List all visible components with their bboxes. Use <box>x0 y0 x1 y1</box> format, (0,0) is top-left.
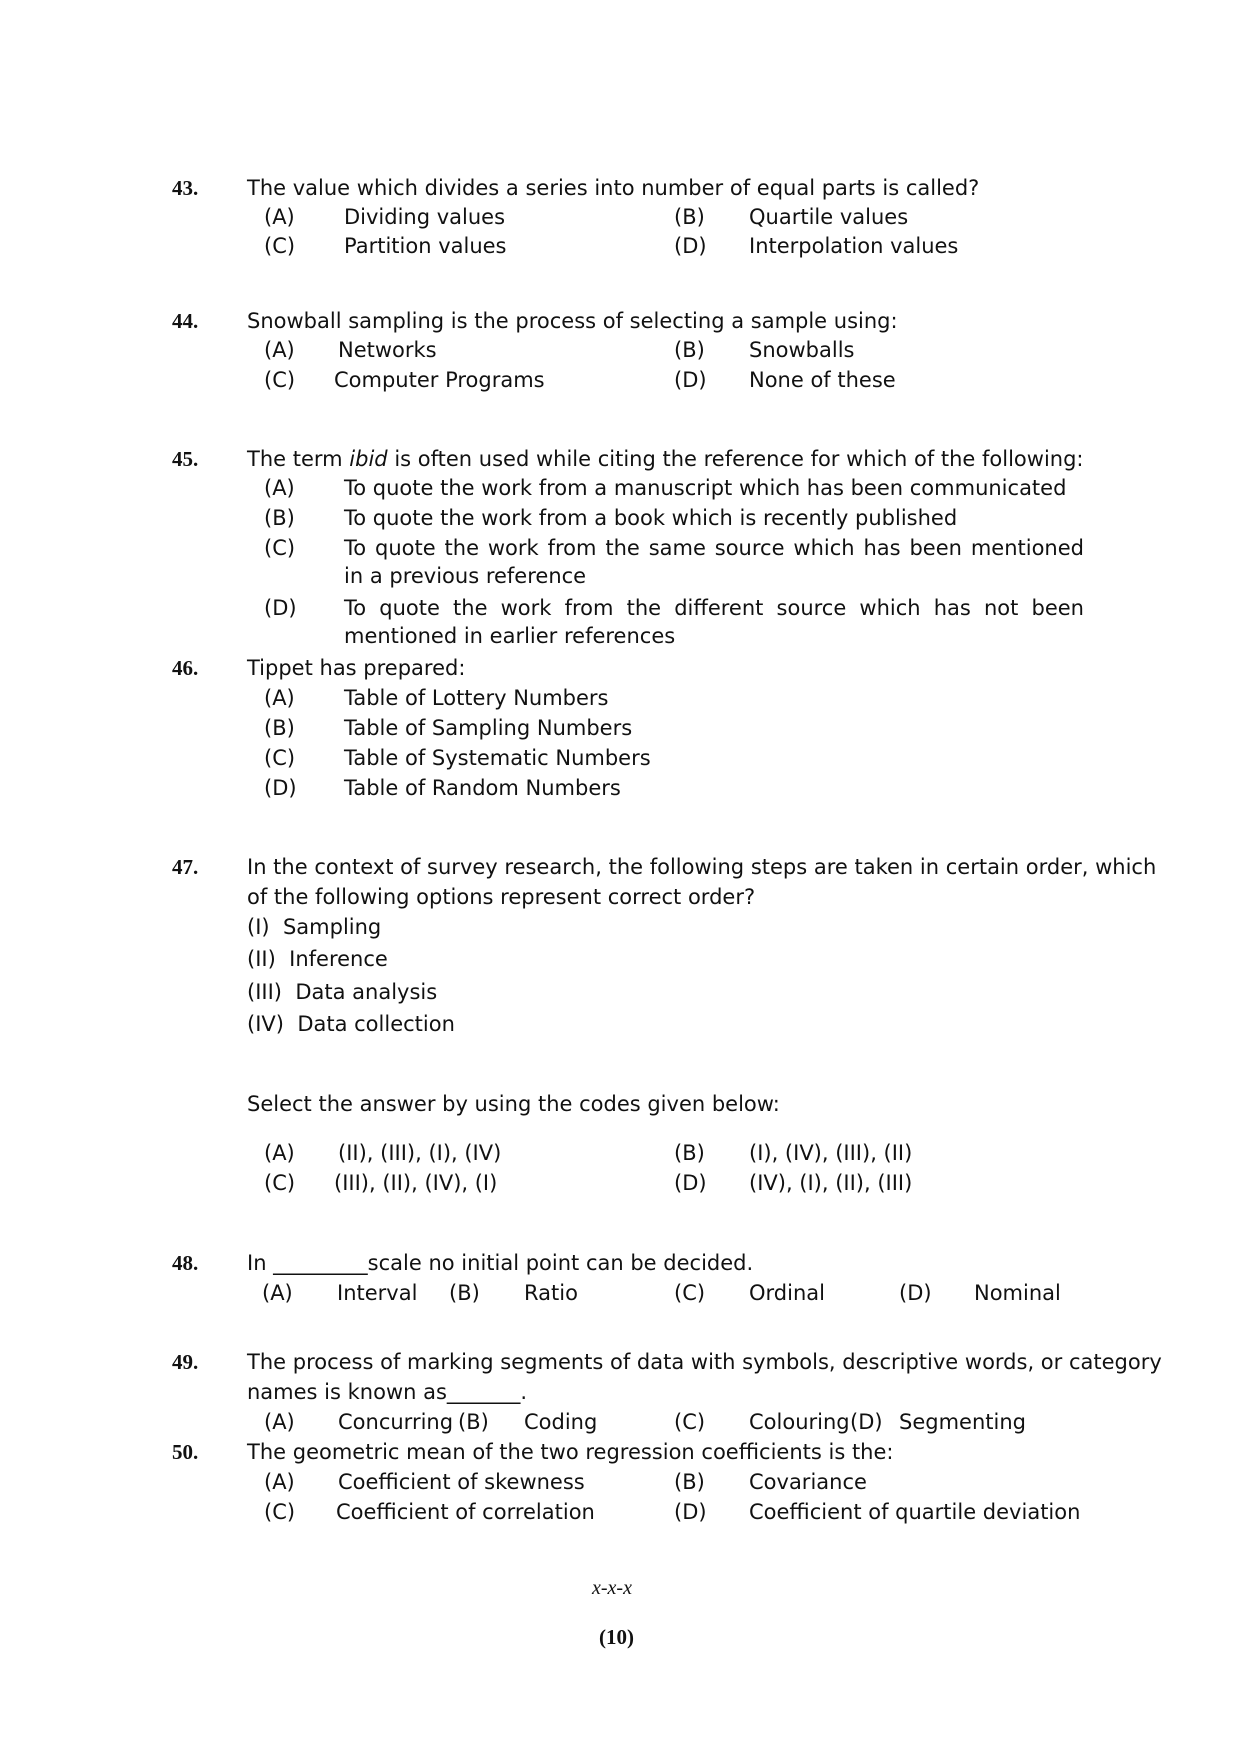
option-text: Snowballs <box>749 338 855 362</box>
step-item: (II) Inference <box>247 947 388 971</box>
option-text: Dividing values <box>344 205 506 229</box>
option-label: (A) <box>264 1470 295 1494</box>
question-text: names is known as_______. <box>247 1380 528 1404</box>
option-text: To quote the work from the different source which has not been mentioned in earlier references <box>344 596 1084 648</box>
option-label: (D) <box>674 368 707 392</box>
option-text: Covariance <box>749 1470 867 1494</box>
question-text: The geometric mean of the two regression coefficients is the: <box>247 1440 894 1464</box>
question-text: The process of marking segments of data with symbols, descriptive words, or category <box>247 1350 1162 1374</box>
option-text: Table of Lottery Numbers <box>344 686 609 710</box>
option-text: Segmenting <box>899 1410 1026 1434</box>
question-text: In the context of survey research, the following steps are taken in certain order, which <box>247 855 1157 879</box>
option-text: Coefficient of quartile deviation <box>749 1500 1081 1524</box>
option-label: (A) <box>264 338 295 362</box>
option-label: (C) <box>264 1171 296 1195</box>
option-text: Partition values <box>344 234 507 258</box>
option-label: (B) <box>674 205 705 229</box>
option-label: (B) <box>458 1410 489 1434</box>
option-text: None of these <box>749 368 896 392</box>
option-label: (B) <box>264 716 295 740</box>
option-label: (D) <box>899 1281 932 1305</box>
option-text: Networks <box>338 338 437 362</box>
option-text: (I), (IV), (III), (II) <box>749 1141 913 1165</box>
option-text: Ordinal <box>749 1281 825 1305</box>
option-label: (C) <box>674 1281 706 1305</box>
step-item: (IV) Data collection <box>247 1012 455 1036</box>
option-label: (B) <box>264 506 295 530</box>
option-label: (D) <box>674 1500 707 1524</box>
question-text: Snowball sampling is the process of selecting a sample using: <box>247 309 898 333</box>
option-label: (A) <box>264 1141 295 1165</box>
option-text: Table of Systematic Numbers <box>344 746 651 770</box>
question-number: 46. <box>172 656 199 680</box>
question-number: 47. <box>172 855 199 879</box>
option-label: (A) <box>264 476 295 500</box>
option-label: (B) <box>674 1141 705 1165</box>
option-label: (D) <box>264 596 297 620</box>
option-text: Table of Sampling Numbers <box>344 716 633 740</box>
option-label: (C) <box>674 1410 706 1434</box>
option-text: Interval <box>337 1281 418 1305</box>
step-item: (I) Sampling <box>247 915 382 939</box>
question-number: 45. <box>172 447 199 471</box>
option-label: (C) <box>264 234 296 258</box>
ibid-term: ibid <box>349 447 388 471</box>
option-label: (B) <box>449 1281 480 1305</box>
question-number: 49. <box>172 1350 199 1374</box>
instruction-text: Select the answer by using the codes given below: <box>247 1092 780 1116</box>
option-text: Table of Random Numbers <box>344 776 621 800</box>
option-label: (C) <box>264 746 296 770</box>
option-text: (III), (II), (IV), (I) <box>334 1171 498 1195</box>
option-text: Coefficient of skewness <box>338 1470 585 1494</box>
page-number: (10) <box>599 1625 634 1649</box>
option-label: (C) <box>264 536 296 560</box>
option-text: To quote the work from a book which is recently published <box>344 506 958 530</box>
question-text: In _________scale no initial point can be decided. <box>247 1251 754 1275</box>
step-item: (III) Data analysis <box>247 980 438 1004</box>
question-number: 44. <box>172 309 199 333</box>
option-label: (C) <box>264 1500 296 1524</box>
option-label: (D) <box>850 1410 883 1434</box>
option-label: (B) <box>674 338 705 362</box>
option-text: Coding <box>524 1410 598 1434</box>
option-label: (D) <box>264 776 297 800</box>
option-text: Nominal <box>974 1281 1061 1305</box>
question-text: The value which divides a series into number of equal parts is called? <box>247 176 980 200</box>
option-label: (A) <box>264 1410 295 1434</box>
option-text: Coefficient of correlation <box>336 1500 595 1524</box>
option-label: (A) <box>264 205 295 229</box>
option-text: Concurring <box>338 1410 454 1434</box>
question-number: 43. <box>172 176 199 200</box>
question-text: Tippet has prepared: <box>247 656 466 680</box>
option-text: To quote the work from a manuscript which has been communicated <box>344 476 1067 500</box>
option-text: Quartile values <box>749 205 909 229</box>
question-text: The term ibid is often used while citing the reference for which of the following: <box>247 447 1084 471</box>
option-text: Interpolation values <box>749 234 959 258</box>
option-text: (IV), (I), (II), (III) <box>749 1171 913 1195</box>
option-text: Colouring <box>749 1410 850 1434</box>
question-number: 50. <box>172 1440 199 1464</box>
option-label: (D) <box>674 1171 707 1195</box>
option-label: (A) <box>264 686 295 710</box>
option-label: (D) <box>674 234 707 258</box>
option-label: (C) <box>264 368 296 392</box>
option-label: (B) <box>674 1470 705 1494</box>
question-number: 48. <box>172 1251 199 1275</box>
end-mark: x-x-x <box>592 1577 632 1599</box>
question-text: of the following options represent correct order? <box>247 885 756 909</box>
option-text: To quote the work from the same source which has been mentioned in a previous reference <box>344 536 1084 588</box>
option-text: (II), (III), (I), (IV) <box>338 1141 502 1165</box>
option-label: (A) <box>262 1281 293 1305</box>
option-text: Computer Programs <box>334 368 545 392</box>
option-text: Ratio <box>524 1281 578 1305</box>
